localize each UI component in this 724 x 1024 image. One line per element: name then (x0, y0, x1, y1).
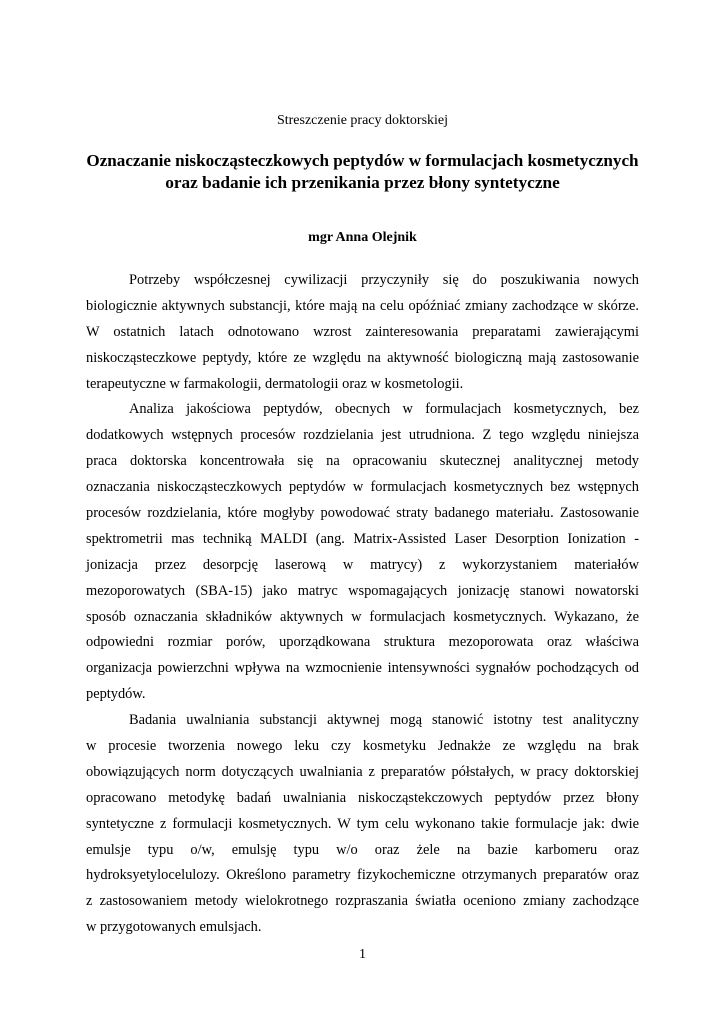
text-line: Badania uwalniania substancji aktywnej mogą stanowić istotny test analityczny (129, 712, 639, 729)
text-line: W ostatnich latach odnotowano wzrost zainteresowania preparatami zawierającymi (86, 323, 639, 340)
title-line: Oznaczanie niskocząsteczkowych peptydów w formulacjach kosmetycznych (86, 151, 639, 170)
text-line: organizacja powierzchni wpływa na wzmocnienie intensywności sygnałów pochodzących od (86, 660, 639, 677)
text-line: niskocząsteczkowe peptydy, które ze względu na aktywność biologiczną mają zastosowanie (86, 349, 639, 366)
text-line: w procesie tworzenia nowego leku czy kosmetyku Jednakże ze względu na brak (86, 738, 639, 755)
text-line: praca doktorska koncentrowała się na opracowaniu skutecznej analitycznej metody (86, 453, 639, 470)
title-line: oraz badanie ich przenikania przez błony syntetyczne (165, 173, 560, 192)
text-line: hydroksyetylocelulozy. Określono parametry fizykochemiczne otrzymanych preparatów oraz (86, 867, 639, 884)
text-line: syntetyczne z formulacji kosmetycznych. W tym celu wykonano takie formulacje jak: dwie (86, 815, 639, 832)
text-line: Potrzeby współczesnej cywilizacji przyczyniły się do poszukiwania nowych (129, 272, 639, 288)
text-line: jonizacja przez desorpcję laserową w matrycy) z wykorzystaniem materiałów (86, 556, 639, 573)
text-line: w przygotowanych emulsjach. (86, 919, 262, 936)
text-line: dodatkowych wstępnych procesów rozdzielania jest utrudniona. Z tego względu niniejsza (86, 427, 639, 444)
text-line: mezoporowatych (SBA-15) jako matryc wspomagających jonizację stanowi nowatorski (86, 582, 639, 599)
text-line: sposób oznaczania składników aktywnych w formulacjach kosmetycznych. Wykazano, że (86, 608, 639, 625)
text-line: procesów rozdzielania, które mogłyby powodować straty badanego materiału. Zastosowanie (86, 505, 639, 522)
text-line: peptydów. (86, 686, 146, 703)
text-line: obowiązujących norm dotyczących uwalniania z preparatów półstałych, w pracy doktorskiej (86, 763, 639, 780)
document-title (86, 150, 639, 194)
text-line: emulsje typu o/w, emulsję typu w/o oraz żele na bazie karbomeru oraz (86, 841, 639, 858)
text-line: terapeutyczne w farmakologii, dermatologii oraz w kosmetologii. (86, 375, 464, 392)
text-line: opracowano metodykę badań uwalniania niskocząstekczowych peptydów przez błony (86, 789, 639, 806)
text-line: biologicznie aktywnych substancji, które mają na celu opóźniać zmiany zachodzące w skórze. (86, 297, 639, 314)
document-page (86, 0, 639, 1024)
document-subtitle: Streszczenie pracy doktorskiej (276, 113, 449, 128)
text-line: spektrometrii mas techniką MALDI (ang. Matrix-Assisted Laser Desorption Ionization - (86, 530, 639, 547)
text-line: odpowiedni rozmiar porów, uporządkowana struktura mezoporowata oraz właściwa (86, 634, 639, 651)
page-number: 1 (359, 947, 366, 962)
text-line: oznaczania niskocząsteczkowych peptydów w formulacjach kosmetycznych bez wstępnych (86, 479, 639, 496)
text-line: Analiza jakościowa peptydów, obecnych w formulacjach kosmetycznych, bez (129, 401, 639, 418)
author-name: mgr Anna Olejnik (308, 230, 417, 245)
text-line: z zastosowaniem metody wielokrotnego rozpraszania światła oceniono zmiany zachodzące (86, 893, 639, 910)
abstract-body (86, 268, 639, 941)
